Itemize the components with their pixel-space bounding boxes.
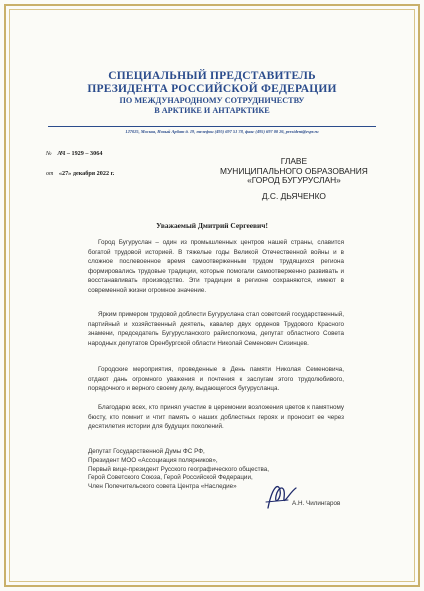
paragraph-3: Городские мероприятия, проведенные в День памяти Николая Семеновича, отдают дань огромного уважения и почтения к заслугам этого трудолюбивого, порядочного и верного своему делу, выдающегося бугурусланца. [88, 366, 344, 392]
addressee-name: Д.С. ДЬЯЧЕНКО [261, 190, 326, 201]
reference-number-label: № [46, 151, 52, 157]
signatory-titles [88, 448, 269, 492]
signatory-line-1: Депутат Государственной Думы ФС РФ, [88, 448, 205, 455]
paragraph-1: Город Бугуруслан – один из промышленных центров нашей страны, славится богатой трудовой историей. В тяжелые годы Великой Отечественной войны и в сложное послевоенное время самоотверженным трудом трудящихся региона формировались трудовые традиции, которые помогали самоотверженно развивать и восстанавливать производство. Эти традиции в регионе сохраняются, имеют в современной жизни огромное значение. [88, 239, 344, 294]
salutation: Уважаемый Дмитрий Сергеевич! [156, 221, 268, 230]
letterhead-line-3: ПО МЕЖДУНАРОДНОМУ СОТРУДНИЧЕСТВУ [119, 96, 305, 105]
reference-date-label: от [46, 171, 54, 177]
addressee-line-1: ГЛАВЕ [280, 156, 308, 166]
signatory-line-4: Герой Советского Союза, Герой Российской Федерации, [88, 474, 253, 482]
reference-number: АЧ – 1929 – 3064 [57, 150, 103, 157]
paragraph-2: Ярким примером трудовой доблести Бугуруслана стал советский государственный, партийный и хозяйственный деятель, кавалер двух орденов Трудового Красного знамени, председатель Бугурусланского райисполкома, депутат областного Совета народных депутатов Оренбургской области Николай Семенович Сизинцев. [88, 311, 344, 347]
addressee-block [220, 157, 368, 201]
addressee-line-2: МУНИЦИПАЛЬНОГО ОБРАЗОВАНИЯ [220, 165, 368, 176]
letterhead-divider [48, 126, 376, 127]
reference-number-row [46, 150, 102, 157]
letterhead-contacts: 127025, Москва, Новый Арбат д. 19, телефон (495) 697 51 78, факс (495) 697 00 26, president@espr.ru [125, 129, 319, 134]
paragraph-4: Благодарю всех, кто принял участие в церемонии возложения цветов к памятному бюсту, кто помнит и чтит память о наших доблестных героях и проносит ее через десятилетия истории для будущих поколений. [88, 404, 344, 430]
signatory-line-2: Президент МОО «Ассоциация полярников», [88, 456, 218, 464]
addressee-line-3: «ГОРОД БУГУРУСЛАН» [247, 175, 341, 186]
reference-date: «27» декабря 2022 г. [58, 170, 115, 177]
reference-date-row [46, 170, 114, 177]
letterhead-line-1: СПЕЦИАЛЬНЫЙ ПРЕДСТАВИТЕЛЬ [108, 70, 316, 82]
letterhead-line-4: В АРКТИКЕ И АНТАРКТИКЕ [154, 106, 270, 115]
signatory-name: А.Н. Чилингаров [292, 500, 341, 507]
letterhead [20, 70, 404, 116]
signatory-line-3: Первый вице-президент Русского географического общества, [88, 465, 270, 473]
letterhead-line-2: ПРЕЗИДЕНТА РОССИЙСКОЙ ФЕДЕРАЦИИ [87, 83, 337, 95]
signatory-line-5: Член Попечительского совета Центра «Наследие» [88, 483, 237, 491]
